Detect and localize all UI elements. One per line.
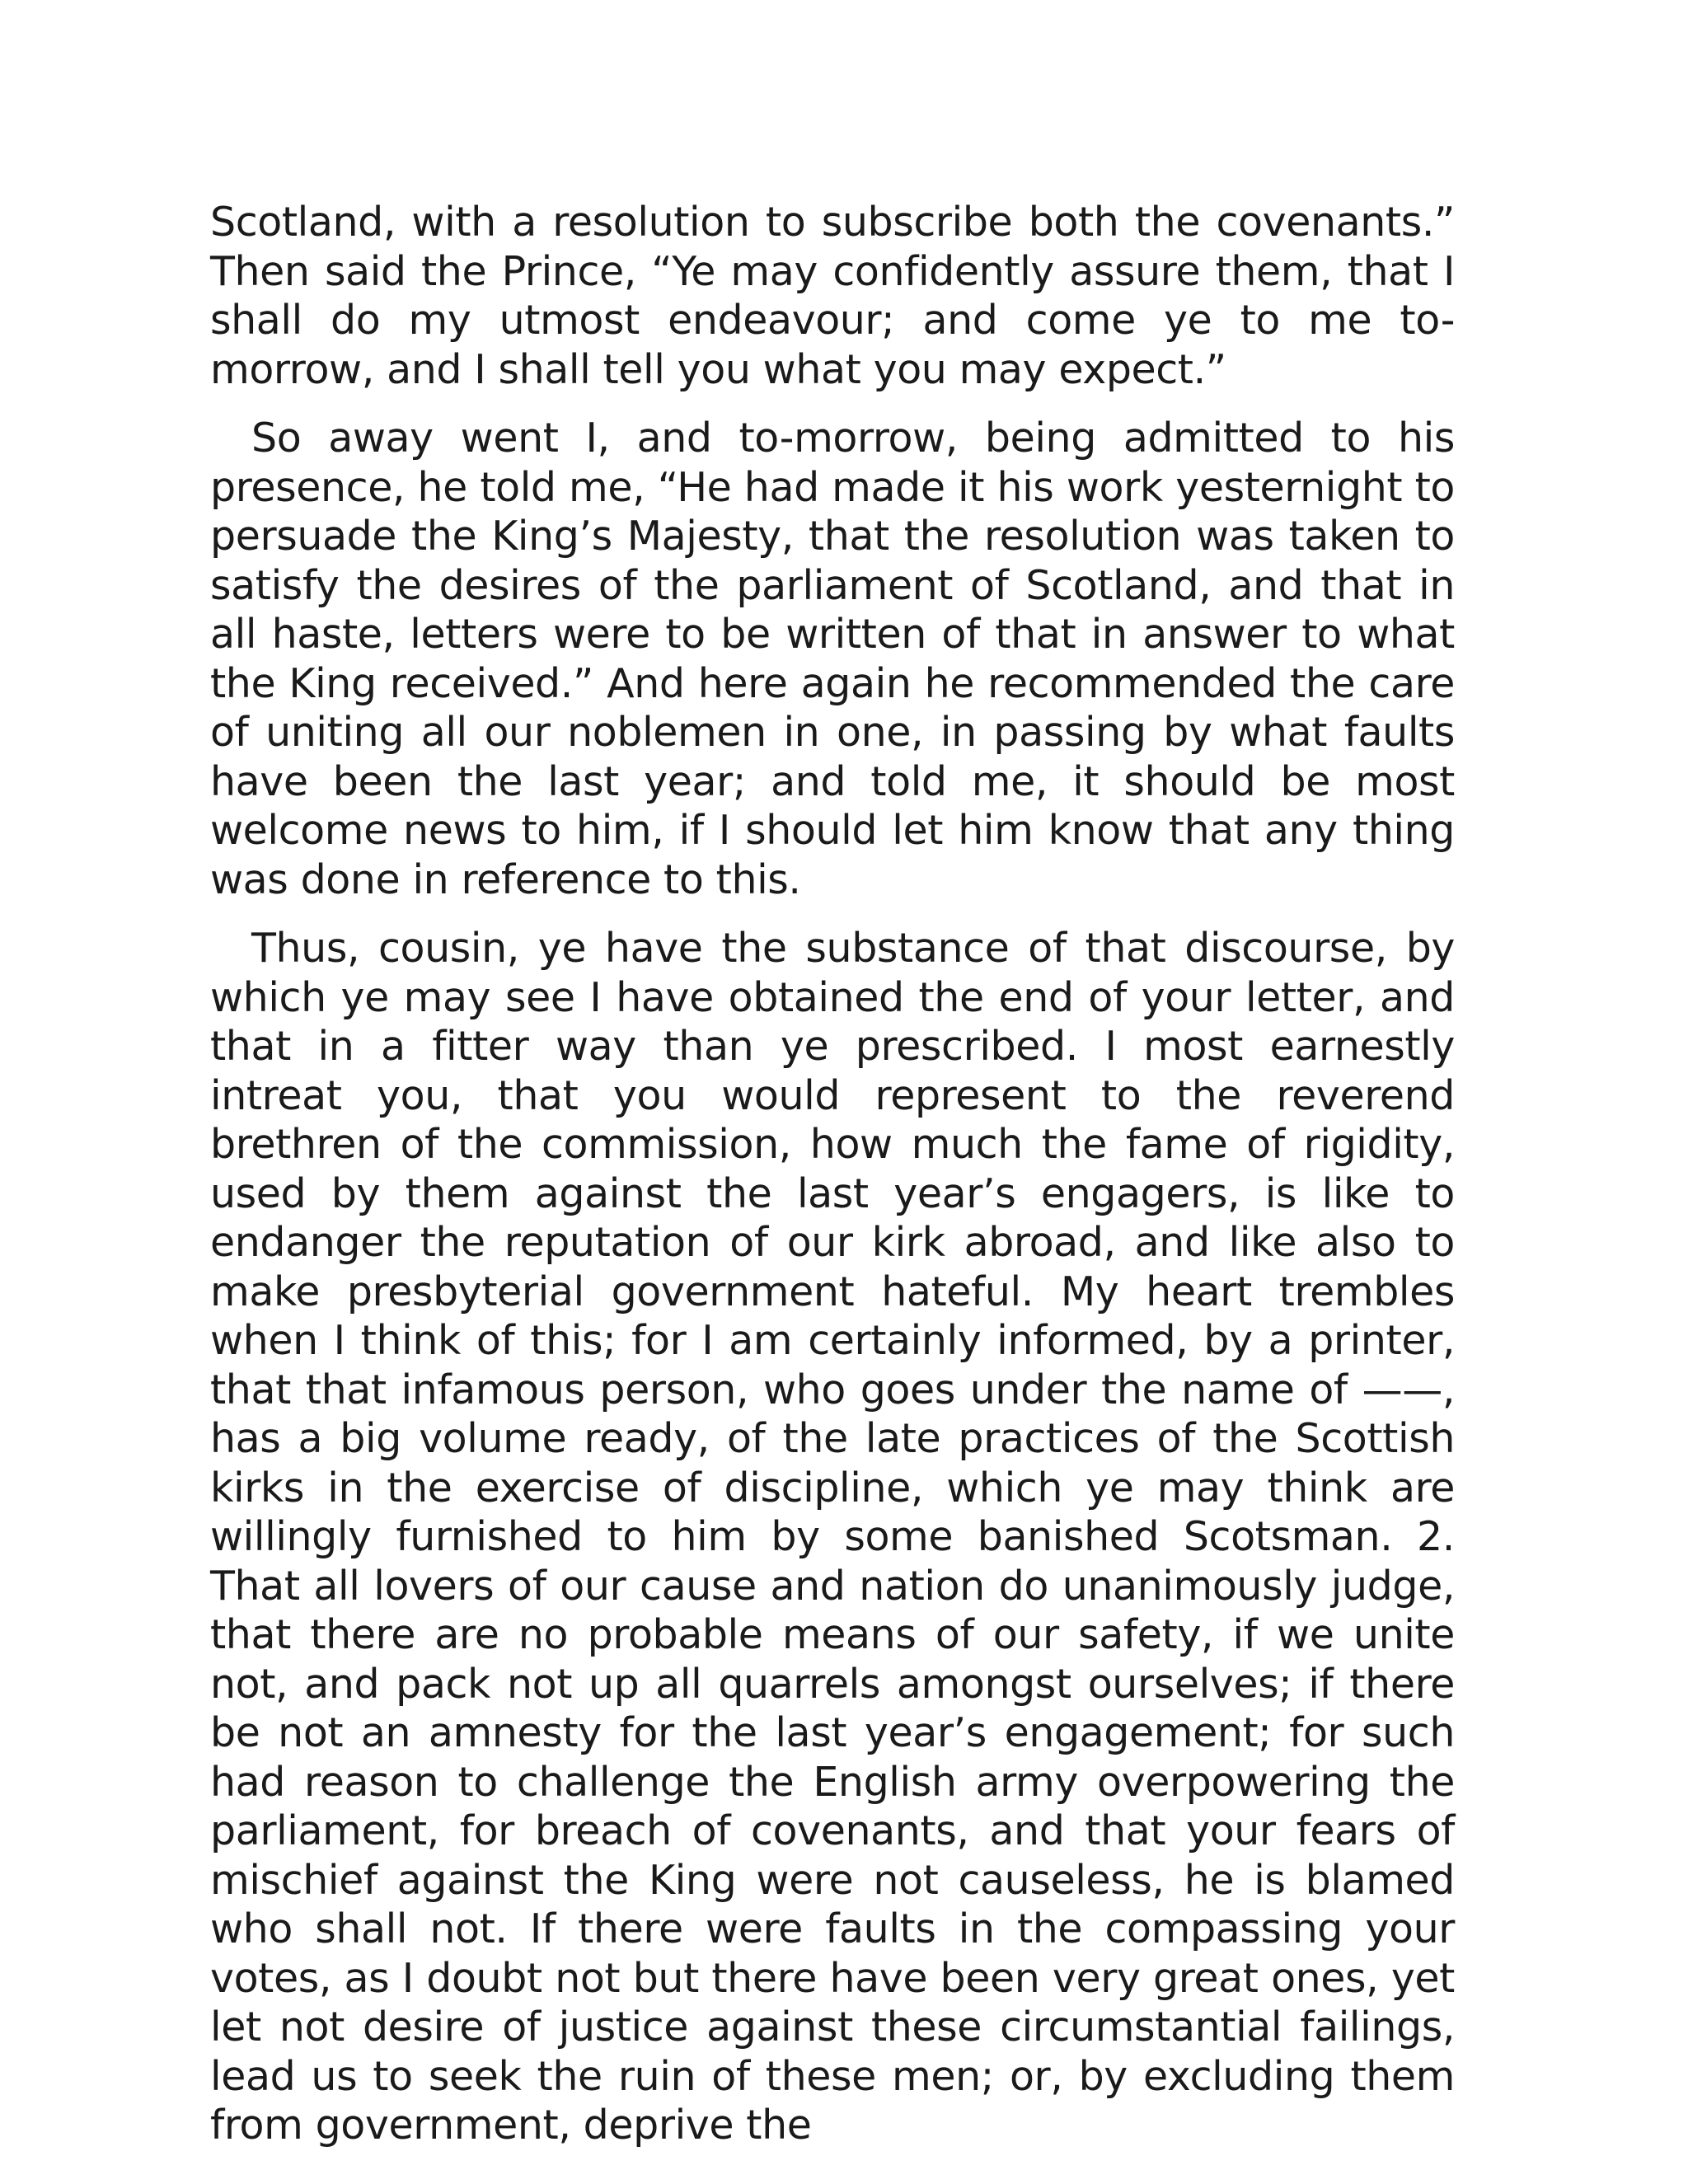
page-body	[210, 198, 1455, 2170]
paragraph-2: So away went I, and to-morrow, being admitted to his presence, he told me, “He had made it his work yesternight to persuade the King’s Majesty, that the resolution was taken to satisfy the desires of the parliament of Scotland, and that in all haste, letters were to be written of that in answer to what the King received.” And here again he recommended the care of uniting all our noblemen in one, in passing by what faults have been the last year; and told me, it should be most welcome news to him, if I should let him know that any thing was done in reference to this.	[210, 415, 1455, 903]
paragraph-3: Thus, cousin, ye have the substance of that discourse, by which ye may see I have obtained the end of your letter, and that in a fitter way than ye prescribed. I most earnestly intreat you, that you would represent to the reverend brethren of the commission, how much the fame of rigidity, used by them against the last year’s engagers, is like to endanger the reputation of our kirk abroad, and like also to make presbyterial government hateful. My heart trembles when I think of this; for I am certainly informed, by a printer, that that infamous person, who goes under the name of ——, has a big volume ready, of the late practices of the Scottish kirks in the exercise of discipline, which ye may think are willingly furnished to him by some banished Scotsman. 2. That all lovers of our cause and nation do unanimously judge, that there are no probable means of our safety, if we unite not, and pack not up all quarrels amongst ourselves; if there be not an amnesty for the last year’s engagement; for such had reason to challenge the English army overpowering the parliament, for breach of covenants, and that your fears of mischief against the King were not causeless, he is blamed who shall not. If there were faults in the compassing your votes, as I doubt not but there have been very great ones, yet let not desire of justice against these circumstantial failings, lead us to seek the ruin of these men; or, by excluding them from government, deprive the	[210, 925, 1455, 2149]
paragraph-1: Scotland, with a resolution to subscribe both the covenants.” Then said the Prince, “Ye may confidently assure them, that I shall do my utmost endeavour; and come ye to me to-morrow, and I shall tell you what you may expect.”	[210, 199, 1455, 393]
